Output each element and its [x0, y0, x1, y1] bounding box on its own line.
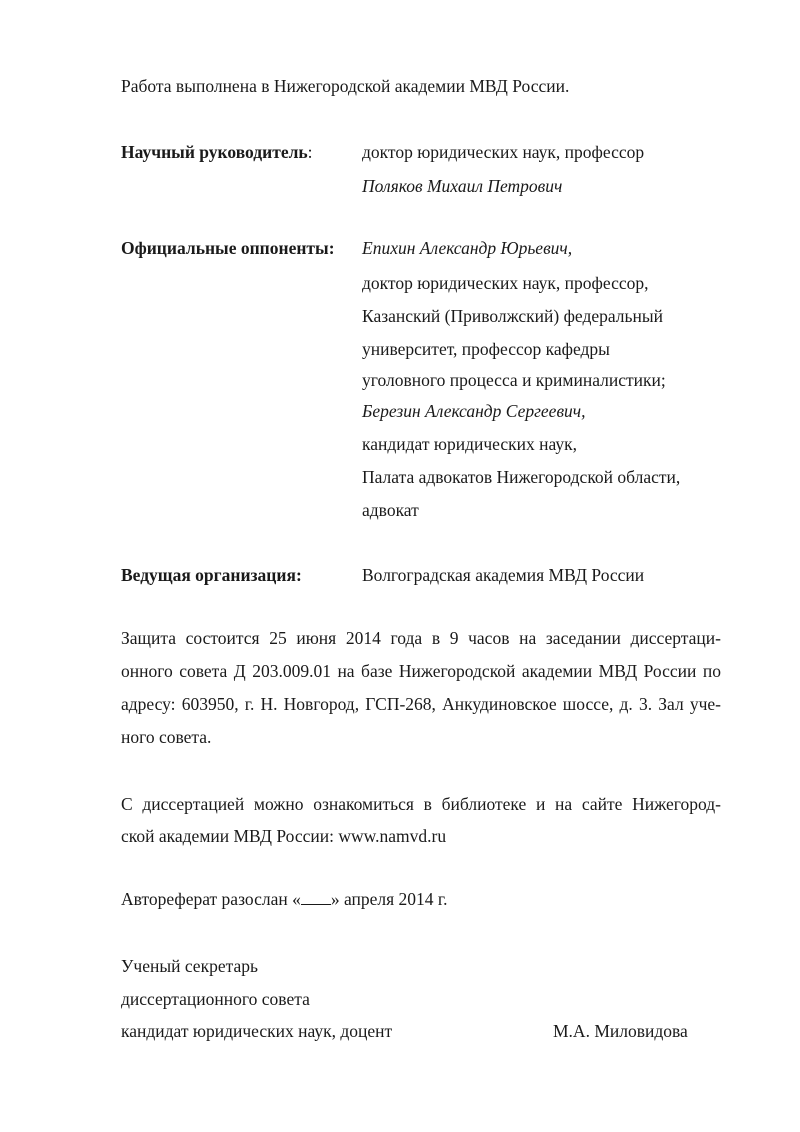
opponent1-name: Епихин Александр Юрьевич,	[362, 238, 573, 258]
leading-org-value: Волгоградская академия МВД России	[362, 565, 645, 585]
opponent1-line: доктор юридических наук, профессор,	[362, 273, 649, 293]
opponents-label: Официальные оппоненты:	[121, 238, 335, 258]
opponent2-line: Палата адвокатов Нижегородской области,	[362, 467, 681, 487]
supervisor-label: Научный руководитель	[121, 142, 308, 162]
secretary-line: диссертационного совета	[121, 989, 310, 1009]
supervisor-label-row	[121, 142, 313, 163]
abstract-sent-after: » апреля 2014 г.	[330, 889, 448, 909]
intro-text: Работа выполнена в Нижегородской академии МВД России.	[121, 76, 570, 96]
leading-org-label: Ведущая организация:	[121, 565, 302, 585]
secretary-line: кандидат юридических наук, доцент	[121, 1021, 393, 1041]
opponent2-line: адвокат	[362, 500, 419, 520]
supervisor-name: Поляков Михаил Петрович	[362, 176, 563, 196]
date-blank	[301, 890, 331, 905]
defense-line: адресу: 603950, г. Н. Новгород, ГСП-268, Анкудиновское шоссе, д. 3. Зал уче-	[121, 694, 721, 714]
opponent2-line: кандидат юридических наук,	[362, 434, 577, 454]
opponent1-line: Казанский (Приволжский) федеральный	[362, 306, 664, 326]
abstract-sent-line	[121, 889, 447, 910]
library-line: С диссертацией можно ознакомиться в библиотеке и на сайте Нижегород-	[121, 794, 721, 814]
abstract-sent-before: Автореферат разослан «	[121, 889, 301, 909]
opponent1-line: университет, профессор кафедры	[362, 339, 610, 359]
library-line: ской академии МВД России: www.namvd.ru	[121, 826, 447, 846]
opponent1-line: уголовного процесса и криминалистики;	[362, 370, 666, 390]
supervisor-colon: :	[307, 142, 313, 162]
opponent2-name: Березин Александр Сергеевич,	[362, 401, 586, 421]
defense-line: ного совета.	[121, 727, 212, 747]
supervisor-degree: доктор юридических наук, профессор	[362, 142, 645, 162]
secretary-line: Ученый секретарь	[121, 956, 258, 976]
secretary-name: М.А. Миловидова	[553, 1021, 688, 1041]
defense-line: онного совета Д 203.009.01 на базе Нижегородской академии МВД России по	[121, 661, 721, 681]
defense-line: Защита состоится 25 июня 2014 года в 9 часов на заседании диссертаци-	[121, 628, 721, 648]
